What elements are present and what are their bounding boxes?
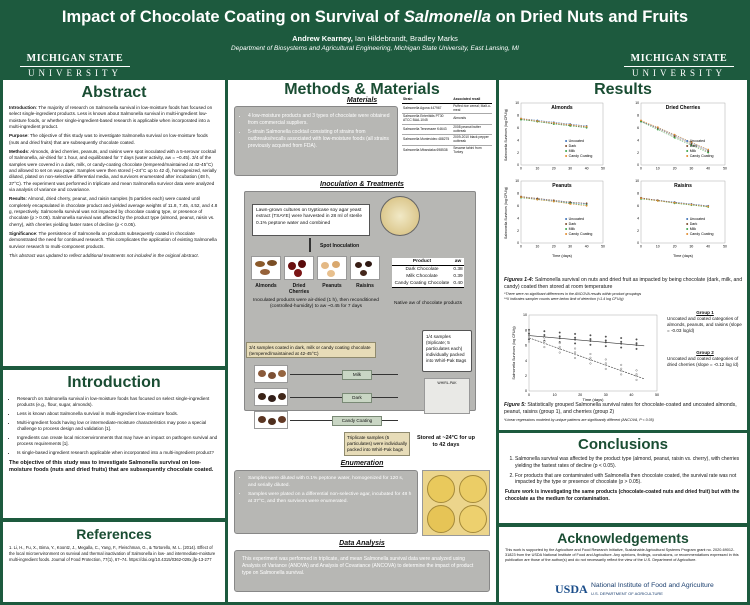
chart-3-ytick: 2 bbox=[637, 228, 639, 233]
introduction-objective: The objective of this study was to investigate Salmonella survival on low-moisture foods (nuts and dried fruits) that are subsequently chocolate coated. bbox=[9, 459, 214, 474]
acknowledgements-heading: Acknowledgements bbox=[557, 530, 689, 546]
fig5-group2-point bbox=[559, 342, 561, 344]
fig5-group1-point bbox=[605, 345, 607, 347]
methods-heading: Methods & Materials bbox=[284, 81, 440, 98]
fig5-group1-point bbox=[528, 339, 530, 341]
chart-1-legend-label: Candy Coating bbox=[689, 154, 714, 159]
chart-1-legend-marker bbox=[686, 145, 688, 147]
chart-0-legend-label: Dark bbox=[568, 144, 577, 149]
fig5-note: *Linear regressions modeled by unique patterns are significantly different (ANCOVA, P < 0.05) bbox=[504, 418, 654, 422]
chart-3-xtick: 10 bbox=[655, 244, 660, 249]
chart-2-legend-label: Candy Coating bbox=[568, 232, 593, 237]
fig5-ytick: 4 bbox=[525, 358, 527, 363]
fig5-ytick: 8 bbox=[525, 328, 527, 333]
chart-2-title: Peanuts bbox=[552, 183, 572, 189]
data-analysis-box: This experiment was performed in triplicate, and mean Salmonella survival data were analyzed using Analysis of Variance (ANOVA) and Analysis of Covariance (ANCOVA) to determine the impact of product type on Salmonella survival. bbox=[234, 550, 490, 592]
fig5-group2-point bbox=[574, 357, 576, 359]
chart-0-ytick: 4 bbox=[517, 138, 519, 143]
fig5-group1-point bbox=[574, 343, 576, 345]
chocolate-candy-image bbox=[254, 411, 288, 429]
chart-0-legend-marker bbox=[565, 150, 567, 152]
inoculation-title: Inoculation & Treatments bbox=[320, 181, 404, 188]
chart-2-ytick: 10 bbox=[515, 179, 519, 184]
fig5-group1-point bbox=[528, 333, 530, 335]
fig5-group1-point bbox=[590, 334, 592, 336]
chart-0-ytick: 2 bbox=[517, 150, 519, 155]
chart-2-xtick: 20 bbox=[551, 244, 556, 249]
chart-0-legend-label: Milk bbox=[568, 149, 575, 154]
fig5-xtick: 20 bbox=[578, 393, 583, 397]
enumeration-box: • Samples were diluted with 0.1% peptone water, homogenized for 120 s, and serially diluted. • Samples were plated on a differential non-selective agar, incubated for 48 h at 37°C, and then survivors were enumerated. bbox=[234, 470, 418, 534]
fig5-group2-point bbox=[590, 353, 592, 355]
chart-0-xtick: 10 bbox=[535, 166, 540, 171]
chart-3-ytick: 6 bbox=[637, 204, 639, 208]
introduction-panel bbox=[3, 370, 225, 518]
fig5-group2-point bbox=[544, 341, 546, 343]
conclusions-heading: Conclusions bbox=[577, 436, 668, 453]
fig5-group2-point bbox=[590, 359, 592, 361]
chart-0-legend-label: Candy Coating bbox=[568, 154, 593, 159]
fig5-group2-point bbox=[636, 373, 638, 375]
chart-0-point bbox=[586, 126, 588, 128]
chart-3-point bbox=[691, 204, 693, 206]
chart-1-xtick: 30 bbox=[689, 166, 694, 171]
chart-2-ytick: 0 bbox=[517, 241, 519, 246]
chart-2-legend-marker bbox=[565, 233, 567, 235]
chart-0-title: Almonds bbox=[551, 105, 573, 111]
results-panel bbox=[499, 80, 747, 430]
fig5-group1-point bbox=[559, 332, 561, 334]
fig5-group2-point bbox=[574, 353, 576, 355]
chart-3-xtick: 50 bbox=[723, 244, 727, 249]
acknowledgements-text: This work is supported by the Agriculture and Food Research Initiative, Sustainable Agricultural Systems Program grant no. 2020-69012-31823 from the USDA National Institute of Food and Agriculture. Any opinions, findings, conclusions, or recommendations expressed in this publication are those of the author(s) and do not necessarily reflect the view of the U.S. Department of Agriculture. bbox=[505, 548, 739, 562]
chart-2-legend-label: Milk bbox=[568, 227, 575, 232]
chart-3-legend-label: Dark bbox=[689, 222, 698, 227]
fig5-group1-point bbox=[620, 337, 622, 339]
reference-1: 1. Li, H., Fu, X., Bima, Y., Koontz, J., Megalla, C., Yang, F., Fleischman, G., & Tortorello, M. L. (2014). Effect of the local microenvironment on survival and thermal inactivation of Salmonella in low- and intermediate-moisture multi-ingredient foods. Journal of Food Protection, 77(1), 67–74. https://doi.org/10.4315/0362-028x.jfp-13-277 bbox=[9, 545, 216, 562]
chart-0-legend-marker bbox=[565, 140, 567, 142]
chart-0-xtick: 50 bbox=[601, 166, 605, 171]
fig5-group2-point bbox=[528, 337, 530, 339]
chart-2-ytick: 6 bbox=[517, 204, 519, 208]
fig5-group1-point bbox=[574, 339, 576, 341]
petri-plates-image bbox=[422, 470, 490, 536]
introduction-heading: Introduction bbox=[67, 374, 161, 391]
chart-2-point bbox=[537, 199, 539, 201]
chart-3-legend-label: Uncoated bbox=[689, 217, 706, 222]
results-heading: Results bbox=[594, 81, 652, 98]
chart-0-point bbox=[553, 122, 555, 124]
chart-1-ytick: 0 bbox=[637, 163, 639, 168]
fig5-group2-point bbox=[574, 352, 576, 354]
chart-2-xtick: 0 bbox=[520, 244, 522, 249]
fig5-xtick: 40 bbox=[629, 393, 634, 397]
fig5-xtick: 50 bbox=[655, 393, 659, 397]
fig5-group1-point bbox=[605, 342, 607, 344]
chart-1-point bbox=[674, 134, 676, 136]
fig5-frame bbox=[529, 315, 657, 391]
nifa-name: National Institute of Food and Agriculture bbox=[591, 582, 714, 589]
fig5-group1-point bbox=[590, 338, 592, 340]
fig5-ytick: 0 bbox=[525, 389, 527, 394]
product-label-cherries: Dried Cherries bbox=[288, 283, 310, 295]
fig5-group1-point bbox=[574, 337, 576, 339]
acknowledgements-panel bbox=[499, 527, 747, 602]
chart-2-legend-marker bbox=[565, 228, 567, 230]
fig5-group2-point bbox=[574, 348, 576, 350]
chart-3-xtick: 30 bbox=[689, 244, 694, 249]
dried-cherries-image bbox=[284, 256, 314, 280]
chart-3-point bbox=[640, 197, 642, 199]
fig5-group2-point bbox=[559, 346, 561, 348]
milk-label: Milk bbox=[342, 370, 372, 380]
chart-0-ytick: 6 bbox=[517, 126, 519, 130]
fig5-group1-point bbox=[590, 344, 592, 346]
fig5-group1-point bbox=[636, 348, 638, 350]
data-analysis-title: Data Analysis bbox=[339, 540, 385, 547]
usda-logo: USDA bbox=[555, 582, 588, 596]
fig5-group2-point bbox=[544, 342, 546, 344]
fig5-group2-point bbox=[528, 331, 530, 333]
group2-legend: Group 2 Uncoated and coated categories of dried cherries (slope = -0.12 log /d) bbox=[667, 350, 739, 367]
chart-0-point bbox=[569, 124, 571, 126]
fig5-group1-point bbox=[590, 340, 592, 342]
fig5-group1-point bbox=[605, 340, 607, 342]
fig5-group2-point bbox=[620, 368, 622, 370]
chart-2-ytick: 4 bbox=[517, 216, 519, 221]
fig5-group2-point bbox=[605, 362, 607, 364]
chart-3-ytick: 8 bbox=[637, 191, 639, 196]
fig5-group2-point bbox=[590, 357, 592, 359]
chart-1-xtick: 0 bbox=[640, 166, 642, 171]
chart-1-point bbox=[674, 137, 676, 139]
fig5-xtick: 30 bbox=[603, 393, 608, 397]
samples-coated-box: 3/4 samples coated in dark, milk or candy coating chocolate (tempered/maintained at 42-45°C) bbox=[246, 342, 376, 358]
chart-3-ytick: 0 bbox=[637, 241, 639, 246]
aw-table: Product aw Dark Chocolate 0.38 Milk Chocolate 0.39 Candy Coating Chocolate 0.40 bbox=[392, 258, 464, 288]
triplicate-box: Triplicate samples (5 particulates) were individually packed into Whirl-Pak bags bbox=[344, 432, 410, 456]
chart-0-ytick: 8 bbox=[517, 113, 519, 118]
chart-2-ytick: 2 bbox=[517, 228, 519, 233]
chart-3-ytick: 10 bbox=[635, 179, 639, 184]
spot-inoculation-label: Spot Inoculation bbox=[320, 243, 360, 249]
chart-0-ytick: 0 bbox=[517, 163, 519, 168]
inoculated-text: Inoculated products were air-dried (1 h), then reconditioned (controlled-humidity) to aw ~0.45 for 7 days bbox=[253, 298, 379, 310]
agar-plate-image bbox=[380, 196, 420, 236]
chart-2-point bbox=[520, 196, 522, 198]
materials-box: • 4 low-moisture products and 3 types of chocolate were obtained from commercial suppliers. • 5-strain Salmonella cocktail consisting of strains from outbreaks/recalls associated with low-moisture foods (all strains previously acquired from FDA). bbox=[234, 106, 398, 176]
fig5-group1-point bbox=[574, 333, 576, 335]
chart-0-ytick: 10 bbox=[515, 101, 519, 106]
fig5-group1-point bbox=[528, 329, 530, 331]
chart-3-xtick: 40 bbox=[706, 244, 711, 249]
chart-2-point bbox=[569, 203, 571, 205]
chart-1-ytick: 4 bbox=[637, 138, 639, 143]
chart-2-legend-marker bbox=[565, 218, 567, 220]
chart-3-legend-marker bbox=[686, 223, 688, 225]
chart-3-point bbox=[707, 206, 709, 208]
strain-table: Strain Associated recall Salmonella Agona 447967 Puffed rice cereal; Malt-o-meal Salmonella Enteritidis PT30 ATCC BAA-1045 Almonds Salmonella Tennessee K4643 2008 peanut butter outbreak Salmonella Montevideo 488275 2009-2010 black pepper outbreak Salmonella Mbandaka 698538 Sesame tahini from Turkey bbox=[403, 97, 491, 154]
fig5-group2-point bbox=[636, 370, 638, 372]
fig5-group1-point bbox=[636, 342, 638, 344]
chart-1-ytick: 2 bbox=[637, 150, 639, 155]
results-ylabel-bottom: Salmonella Survivors (log CFU/g) bbox=[504, 187, 508, 239]
chart-1-legend-label: Milk bbox=[689, 149, 697, 154]
chart-1-ytick: 10 bbox=[635, 101, 639, 106]
chart-3-legend-marker bbox=[686, 218, 688, 220]
whirl-pak-bag-image: WHIRL-PAK bbox=[424, 378, 470, 414]
fig5-group2-point bbox=[620, 374, 622, 376]
fig5-group2-point bbox=[636, 379, 638, 381]
chart-2-xtick: 30 bbox=[568, 244, 573, 249]
chart-0-legend-marker bbox=[565, 145, 567, 147]
materials-title: Materials bbox=[346, 97, 378, 104]
conclusions-list: 1. Salmonella survival was affected by the product type (almond, peanut, raisin vs. cherry), with cherries yielding the fastest rates of decline (p < 0.05). 2. For products that are contaminated with Salmonella then chocolate coated, the survival rate was not impacted by the type or presence of chocolate (p > 0.05). bbox=[505, 456, 741, 486]
chart-0-legend-marker bbox=[565, 155, 567, 157]
fig5-group1-point bbox=[620, 341, 622, 343]
fig5-xlabel: Time (days) bbox=[582, 397, 604, 402]
chart-1-xtick: 40 bbox=[706, 166, 711, 171]
fig5-ytick: 10 bbox=[523, 313, 527, 318]
dark-label: Dark bbox=[342, 393, 372, 403]
chart-1-ytick: 8 bbox=[637, 113, 639, 118]
fig5-xtick: 10 bbox=[552, 393, 557, 397]
chart-1-point bbox=[657, 129, 659, 131]
product-label-peanuts: Peanuts bbox=[322, 283, 342, 289]
fig5-xtick: 0 bbox=[528, 393, 530, 397]
fig5-group1-point bbox=[559, 336, 561, 338]
chart-2-xtick: 50 bbox=[601, 244, 605, 249]
fig14-note-2: **X indicates sampler counts were below limit of detection (<1.4 log CFU/g) bbox=[504, 297, 624, 301]
chart-1-point bbox=[657, 126, 659, 128]
nifa-dept: U.S. DEPARTMENT OF AGRICULTURE bbox=[591, 591, 663, 596]
chart-0-legend-label: Uncoated bbox=[568, 139, 584, 144]
fig5-group1-point bbox=[636, 344, 638, 346]
fig5-group1-point bbox=[636, 339, 638, 341]
chart-2-point bbox=[586, 205, 588, 207]
candy-coating-label: Candy Coating bbox=[332, 416, 382, 426]
msu-logo-right: MICHIGAN STATE UNIVERSITY bbox=[624, 54, 734, 78]
chocolate-dark-image bbox=[254, 388, 288, 406]
chart-1-xtick: 20 bbox=[672, 166, 677, 171]
chart-0-point bbox=[520, 118, 522, 120]
msu-logo-left: MICHIGAN STATE UNIVERSITY bbox=[20, 54, 130, 78]
chart-3-ytick: 4 bbox=[637, 216, 639, 221]
fig5-group1-point bbox=[559, 337, 561, 339]
future-work: Future work is investigating the same products (chocolate-coated nuts and dried fruit) but with the chocolate as the medium for contamination. bbox=[505, 489, 740, 502]
fig5-group2-point bbox=[605, 359, 607, 361]
chart-1-point bbox=[640, 119, 642, 121]
chart-2-point bbox=[553, 201, 555, 203]
chart-1-legend-marker bbox=[686, 150, 688, 152]
chart-0-xtick: 20 bbox=[551, 166, 556, 171]
fig5-group1-point bbox=[544, 330, 546, 332]
product-label-raisins: Raisins bbox=[356, 283, 374, 289]
fig5-group2-point bbox=[636, 375, 638, 377]
fig5-group2-point bbox=[620, 364, 622, 366]
results-ylabel-top: Salmonella Survivors (log CFU/g) bbox=[504, 109, 508, 161]
chart-2-legend-label: Uncoated bbox=[568, 217, 584, 222]
chart-2-point bbox=[586, 202, 588, 204]
fig5-ylabel: Salmonella Survivors (log CFU/g) bbox=[512, 326, 516, 380]
fig5-group2-point bbox=[559, 348, 561, 350]
fig14-caption: Figures 1-4: Salmonella survival on nuts and dried fruit as impacted by being chocolate (dark, milk, and candy) coated then stored at room temperature bbox=[504, 277, 743, 291]
raisins-image bbox=[350, 256, 380, 280]
chart-2-ytick: 8 bbox=[517, 191, 519, 196]
authors: Andrew Kearney, Ian Hildebrandt, Bradley Marks bbox=[292, 34, 458, 43]
product-label-almonds: Almonds bbox=[255, 283, 277, 289]
chart-2-xtick: 10 bbox=[535, 244, 540, 249]
chart-1-legend-label: Dark bbox=[689, 144, 698, 149]
fig5-ytick: 2 bbox=[525, 374, 527, 378]
results-xlabel-right: Time (days) bbox=[673, 254, 693, 258]
fig5-group2-point bbox=[605, 364, 607, 366]
fig5-group2-point bbox=[544, 337, 546, 339]
abstract-panel bbox=[3, 80, 225, 366]
conclusions-panel bbox=[499, 433, 747, 523]
stored-label: Stored at ~24°C for up to 42 days bbox=[417, 435, 475, 448]
chart-3-title: Raisins bbox=[674, 183, 692, 189]
chart-0-xtick: 30 bbox=[568, 166, 573, 171]
uncoated-samples-box: 1/4 samples (triplicate; 5 particulates each) individually packed into Whirl-Pak Bags bbox=[422, 330, 472, 372]
fig5-group1-point bbox=[605, 336, 607, 338]
chocolate-milk-image bbox=[254, 365, 288, 383]
abstract-body: Introduction: The majority of research on Salmonella survival in low-moisture foods has focused on select single-ingredient products. Less is known about Salmonella survival in multi-ingredient low-moisture foods, or whether single-ingredient-based research is applicable when incorporated into a multi-ingredient product. Purpose: The objective of this study was to investigate Salmonella survival on low-moisture foods (nuts and dried fruits) that are subsequently chocolate coated. Methods: Almonds, dried cherries, peanuts, and raisins were spot inoculated with a 5-serovar cocktail of Salmonella, air-dried for 1 hour, and equilibrated for 7 days (water activity, aw = ~0.45). 3/4 of the samples were covered in a dark, milk, or candy-coating chocolate (tempered/maintained at 42-45°C) and allowed to set on wax paper. Samples were then stored (~24°C up to 42 d), homogenized, serially diluted, plated on non-selective differential media, and survivors enumerated after incubation (48 h, 37°C). The experiment was performed in triplicate and mean Salmonella survivor data were analyzed via analysis of variance and covariance. Results: Almond, dried cherry, peanut, and raisin samples (5 particles each) were coated until completely encapsulated in chocolate product and yielded average weights of 11.8, 7.45, 4.52, and 4.8 g, respectively. Salmonella survival was not impacted by chocolate coating type, or presence of chocolate (p > 0.05). Salmonella survival was affected by the product type (almond, peanut, raisin vs. cherry), with cherries yielding faster rates of decline (p < 0.05). Significance: The persistence of Salmonella on products subsequently coated in chocolate demonstrated the need for continued research. This complicates the application of existing Salmonella survivor research to multi-component products. This abstract was updated to reflect additional treatments not included in the original abstract. bbox=[9, 105, 218, 258]
fig5-group2-point bbox=[590, 363, 592, 365]
references-heading: References bbox=[76, 526, 152, 542]
results-charts bbox=[499, 95, 747, 430]
chart-1-point bbox=[707, 149, 709, 151]
chart-3-legend-label: Milk bbox=[689, 227, 697, 232]
abstract-heading: Abstract bbox=[81, 84, 147, 101]
fig5-group2-point bbox=[605, 368, 607, 370]
poster-title: Impact of Chocolate Coating on Survival of Salmonella on Dried Nuts and Fruits bbox=[61, 8, 689, 26]
enumeration-title: Enumeration bbox=[340, 460, 384, 467]
fig5-group2-point bbox=[528, 341, 530, 343]
chart-0-xtick: 0 bbox=[520, 166, 522, 171]
results-xlabel-left: Time (days) bbox=[552, 254, 572, 258]
chart-3-point bbox=[674, 202, 676, 204]
group1-legend: Group 1 Uncoated and coated categories of almonds, peanuts, and raisins (slope = -0.03 log/d) bbox=[667, 310, 742, 333]
fig5-group1-point bbox=[620, 343, 622, 345]
fig5-group2-point bbox=[544, 346, 546, 348]
fig5-group2-point bbox=[528, 335, 530, 337]
chart-3-legend-label: Candy Coating bbox=[689, 232, 714, 237]
chart-1-xtick: 50 bbox=[723, 166, 727, 171]
chart-3-xtick: 20 bbox=[672, 244, 677, 249]
peanuts-image bbox=[317, 256, 347, 280]
chart-0-point bbox=[537, 120, 539, 122]
references-panel bbox=[3, 522, 225, 602]
spot-inoculation-arrow bbox=[309, 238, 311, 252]
chart-2-legend-marker bbox=[565, 223, 567, 225]
chart-1-legend-marker bbox=[686, 140, 688, 142]
chart-3-xtick: 0 bbox=[640, 244, 642, 249]
introduction-bullets: • Research on Salmonella survival in low-moisture foods has focused on select single-ingredient products (e.g., flour, sugar, almonds). • Less is known about Salmonella survival in multi-ingredient low-moisture foods. • Multi-ingredient foods having low or intermediate-moisture characteristics may pose a special challenge to process design and validation [1]. • Ingredients can create local microenvironments that may have an impact on pathogen survival and process requirements [1]. • Is single-based ingredient research applicable when incorporated into a multi-ingredient product? bbox=[9, 396, 219, 457]
chart-1-legend-label: Uncoated bbox=[689, 139, 706, 144]
affiliation: Department of Biosystems and Agricultural Engineering, Michigan State University, East Lansing, MI bbox=[231, 45, 519, 52]
chart-3-legend-marker bbox=[686, 228, 688, 230]
fig14-note-1: *There were no significant differences in the ANCOVA results within product groupings bbox=[504, 292, 642, 296]
chart-2-legend-label: Dark bbox=[568, 222, 577, 227]
fig5-ytick: 6 bbox=[525, 343, 527, 348]
fig5-group2-point bbox=[559, 352, 561, 354]
lawn-culture-box: Lawn-grown cultures on trypticase soy agar yeast extract (TSAYE) were harvested in 28 ml of sterile 0.1% peptone water and combined bbox=[252, 204, 370, 236]
fig5-group1-point bbox=[544, 334, 546, 336]
chart-0-xtick: 40 bbox=[584, 166, 589, 171]
methods-panel bbox=[228, 80, 496, 602]
chart-1-title: Dried Cherries bbox=[665, 105, 701, 111]
fig5-caption: Figure 5: Statistically grouped Salmonella survival rates for chocolate-coated and uncoated almonds, peanut, raisins (group 1), and cherries (group 2) bbox=[504, 402, 737, 416]
chart-3-point bbox=[657, 200, 659, 202]
native-aw-text: Native aw of chocolate products bbox=[394, 301, 462, 306]
chart-1-ytick: 6 bbox=[637, 126, 639, 130]
chart-1-xtick: 10 bbox=[655, 166, 660, 171]
almonds-image bbox=[251, 256, 281, 280]
fig5-group1-point bbox=[620, 347, 622, 349]
chart-1-legend-marker bbox=[686, 155, 688, 157]
chart-2-xtick: 40 bbox=[584, 244, 589, 249]
fig5-group2-point bbox=[620, 370, 622, 372]
chart-3-legend-marker bbox=[686, 233, 688, 235]
